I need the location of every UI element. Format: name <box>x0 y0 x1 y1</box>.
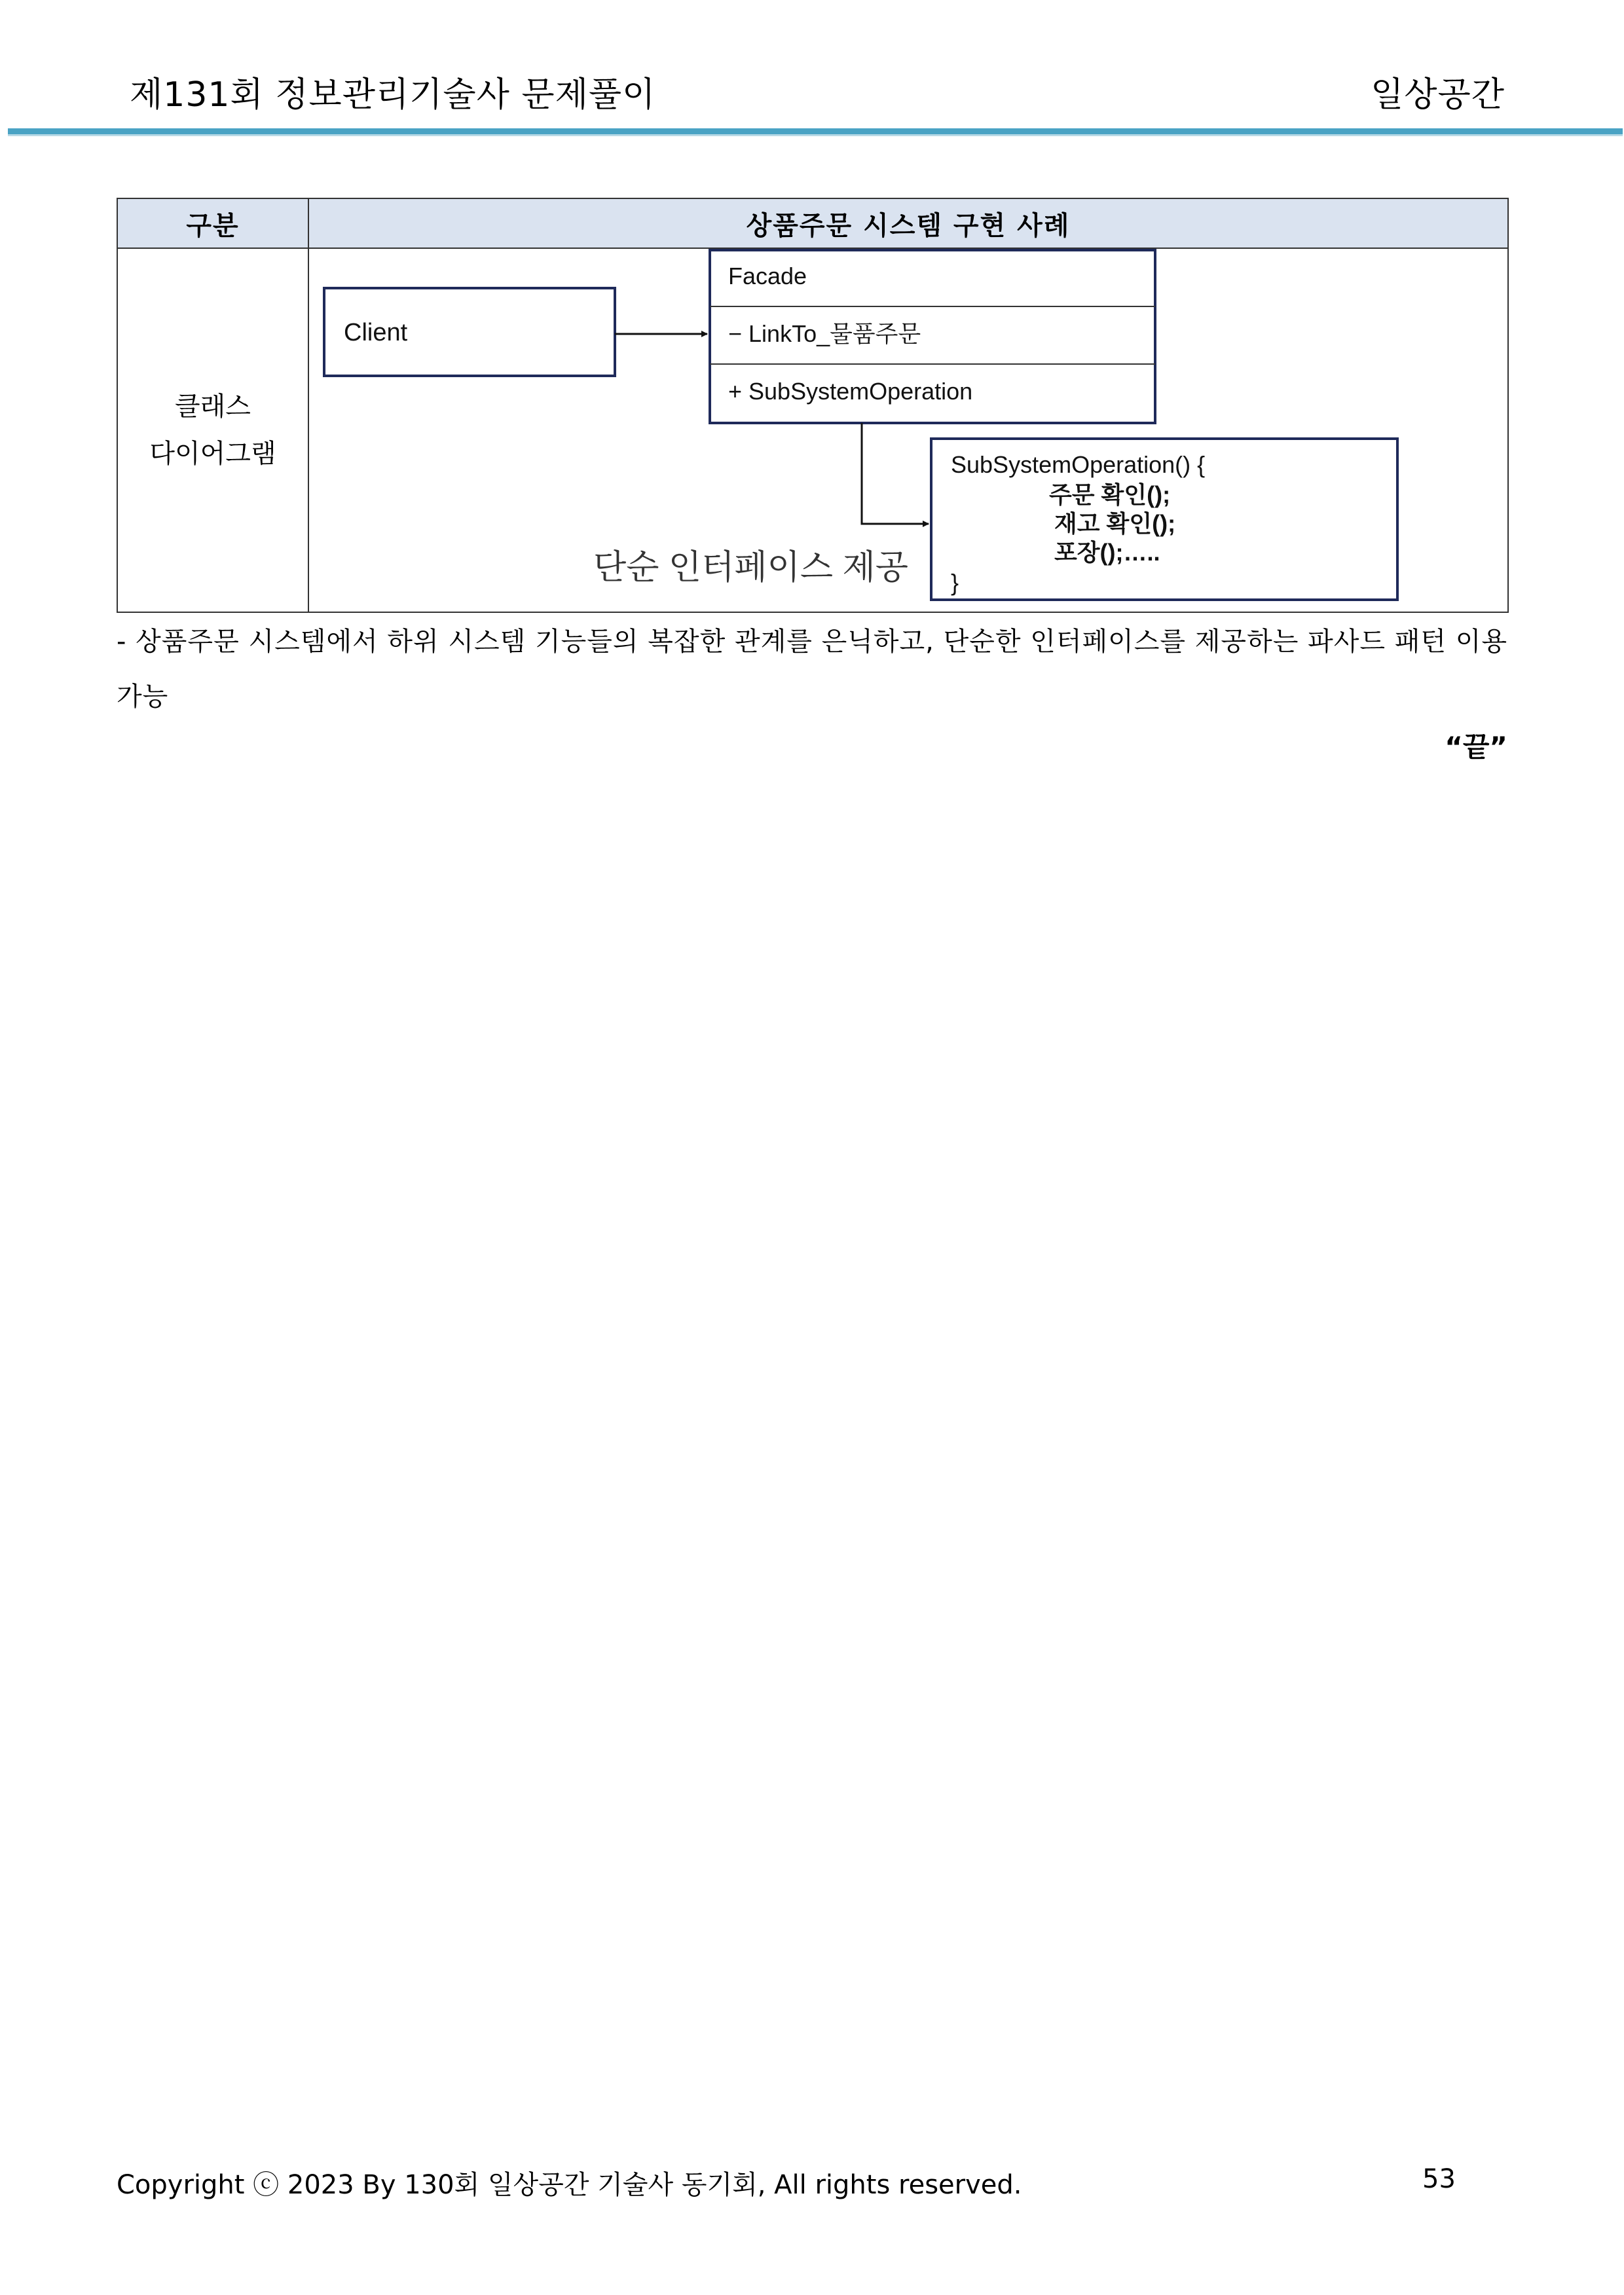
code-line-4: 포장();….. <box>1054 539 1160 566</box>
copyright-footer: Copyright ⓒ 2023 By 130회 일상공간 기술사 동기회, All rights reserved. <box>117 2170 1022 2200</box>
content-table <box>117 198 1509 613</box>
code-line-5: } <box>951 569 959 596</box>
facade-to-subsystem-connector <box>862 423 929 524</box>
brand-name: 일상공간 <box>1371 75 1505 115</box>
column-header-category: 구분 <box>117 198 308 248</box>
facade-attribute: − LinkTo_물품주문 <box>728 320 921 347</box>
description-paragraph: - 상품주문 시스템에서 하위 시스템 기능들의 복잡한 관계를 은닉하고, 단순한 인터페이스를 제공하는 파사드 패턴 이용 가능 <box>117 627 1507 712</box>
table-header-row <box>117 198 1508 248</box>
client-label: Client <box>344 319 408 346</box>
page-number: 53 <box>1422 2164 1456 2194</box>
header-divider <box>8 128 1623 136</box>
diagram-caption: 단순 인터페이스 제공 <box>593 549 908 587</box>
document-title: 제131회 정보관리기술사 문제풀이 <box>130 75 656 115</box>
code-line-2: 주문 확인(); <box>1049 481 1171 508</box>
row-label-line2: 다이어그램 <box>149 439 276 469</box>
column-header-case: 상품주문 시스템 구현 사례 <box>308 198 1508 248</box>
facade-operation: + SubSystemOperation <box>728 378 973 405</box>
code-line-1: SubSystemOperation() { <box>951 451 1206 478</box>
end-mark: “끝” <box>1445 731 1507 763</box>
facade-class-diagram <box>309 249 1507 612</box>
table-row <box>117 248 1508 612</box>
row-label-line1: 클래스 <box>175 392 251 422</box>
facade-title: Facade <box>728 263 807 289</box>
row-label-cell <box>117 248 308 612</box>
class-diagram-cell <box>308 248 1508 612</box>
code-line-3: 재고 확인(); <box>1054 510 1176 537</box>
